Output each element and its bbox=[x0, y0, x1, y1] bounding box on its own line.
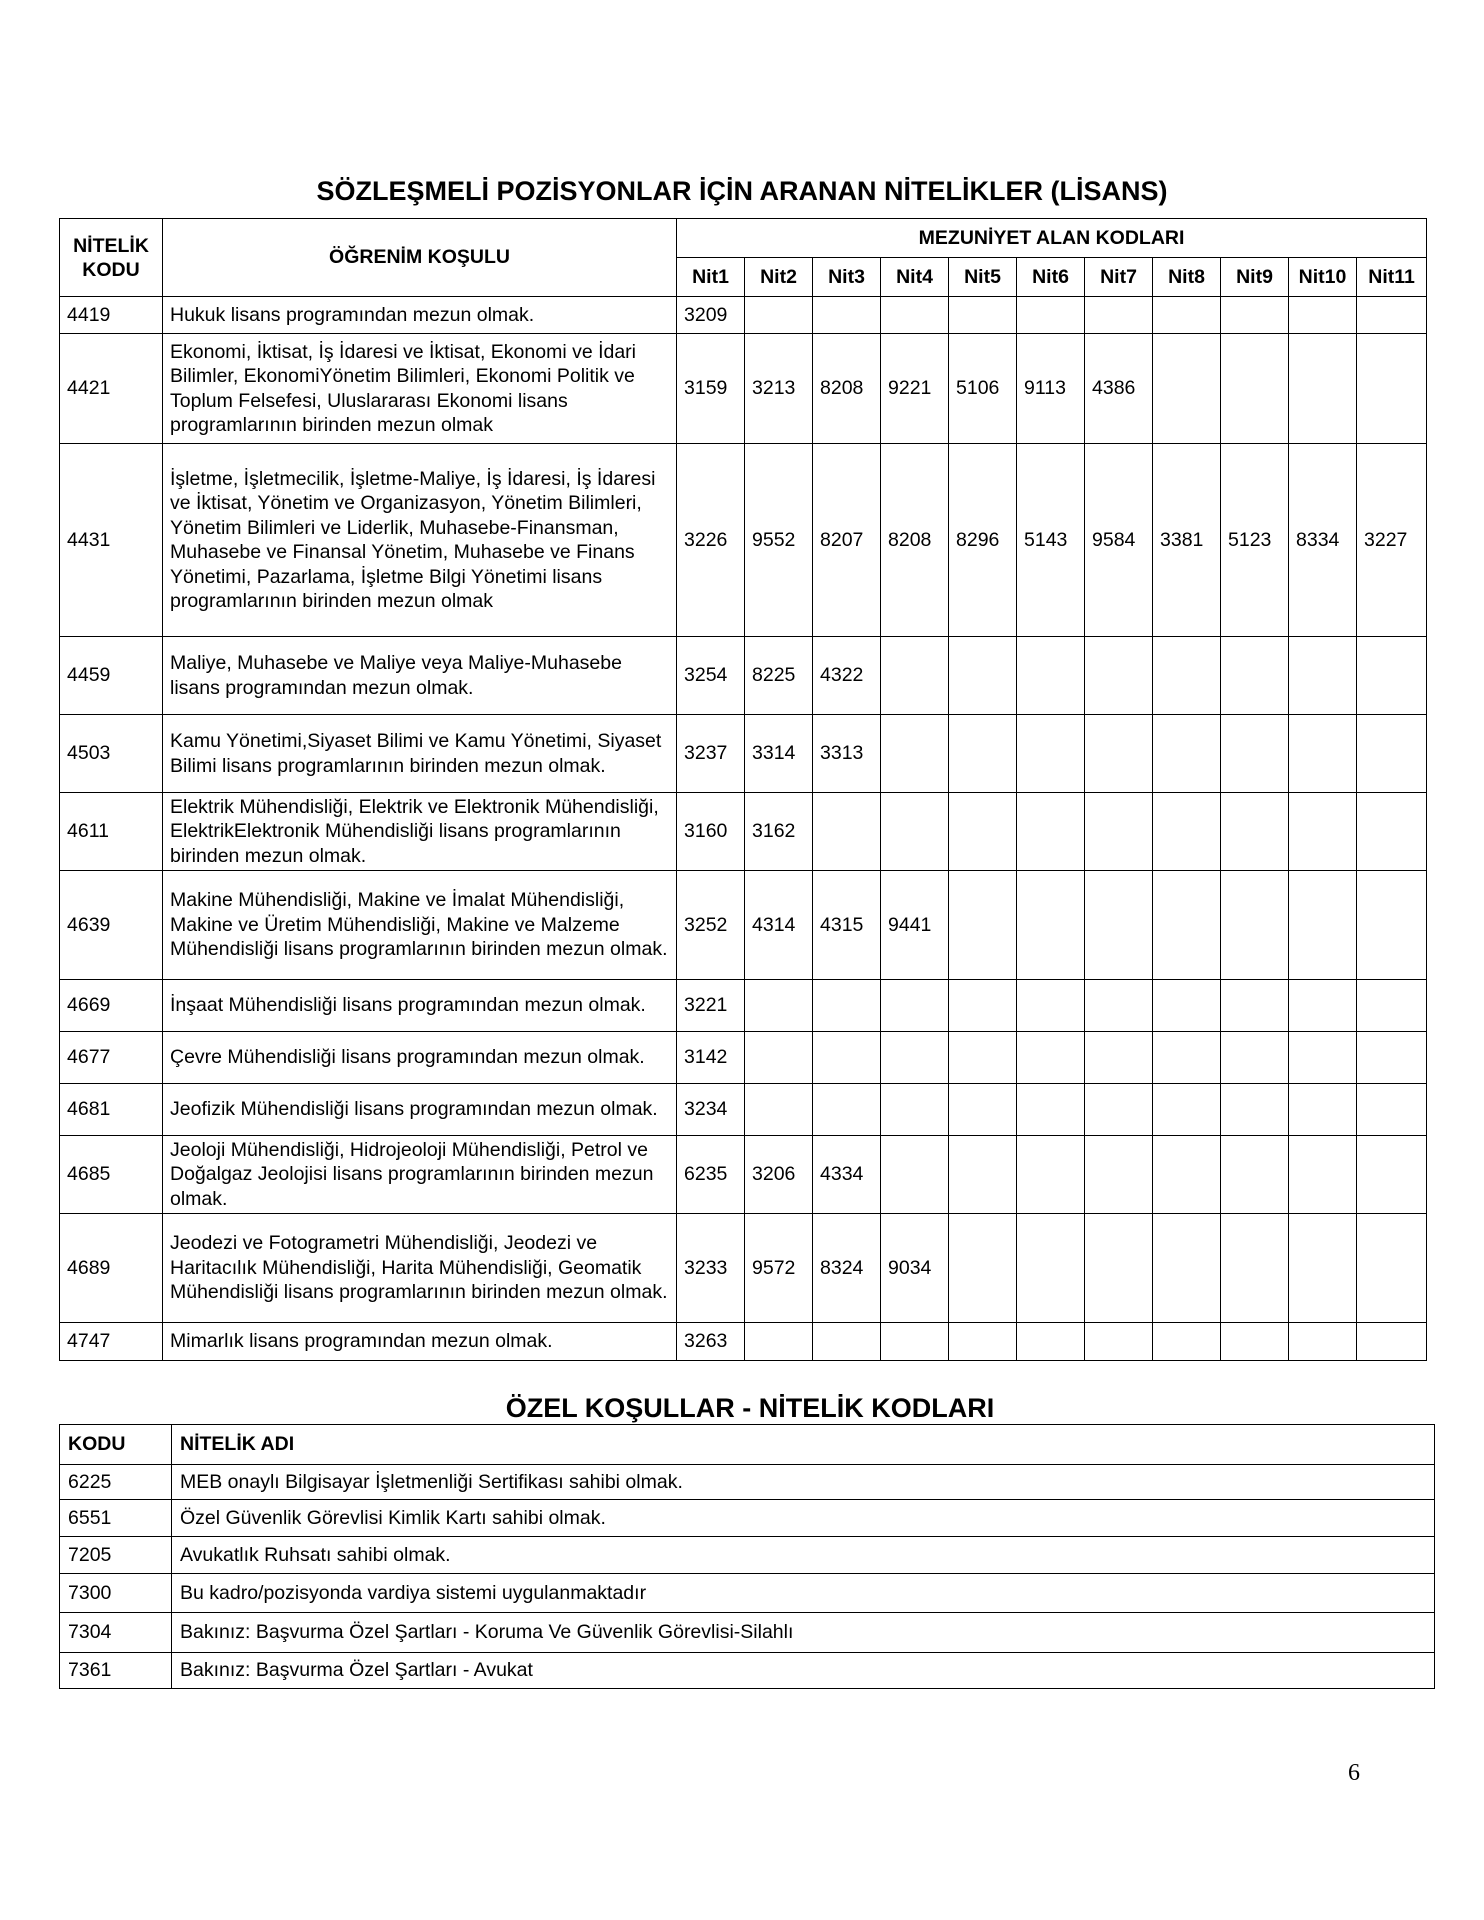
nit-cell bbox=[1017, 297, 1085, 334]
nit-cell bbox=[1221, 1136, 1289, 1214]
nit-cell bbox=[1289, 1084, 1357, 1136]
nit-cell: 3252 bbox=[677, 871, 745, 980]
header-condition: ÖĞRENİM KOŞULU bbox=[163, 219, 677, 297]
nit-cell bbox=[881, 1032, 949, 1084]
nit-cell bbox=[1357, 1032, 1427, 1084]
nit-cell bbox=[1085, 871, 1153, 980]
nit-cell bbox=[1221, 637, 1289, 715]
table-row bbox=[60, 297, 1427, 334]
nit-cell bbox=[949, 715, 1017, 793]
nit-header: Nit1 bbox=[677, 258, 745, 297]
table-row bbox=[60, 1537, 1435, 1574]
nit-cell bbox=[949, 980, 1017, 1032]
nit-cell bbox=[1153, 871, 1221, 980]
header-nitelik-adi: NİTELİK ADI bbox=[172, 1425, 1435, 1465]
nit-cell bbox=[949, 1136, 1017, 1214]
row-code: 4431 bbox=[60, 444, 163, 637]
row-condition: Jeofizik Mühendisliği lisans programından mezun olmak. bbox=[163, 1084, 677, 1136]
nit-cell bbox=[1289, 1032, 1357, 1084]
nit-header: Nit10 bbox=[1289, 258, 1357, 297]
nit-cell bbox=[1221, 715, 1289, 793]
row-condition: Kamu Yönetimi,Siyaset Bilimi ve Kamu Yönetimi, Siyaset Bilimi lisans programlarının birinden mezun olmak. bbox=[163, 715, 677, 793]
nit-cell: 4334 bbox=[813, 1136, 881, 1214]
row-condition: Mimarlık lisans programından mezun olmak. bbox=[163, 1323, 677, 1361]
nit-cell bbox=[1153, 297, 1221, 334]
nit-cell bbox=[1153, 715, 1221, 793]
table-row bbox=[60, 1574, 1435, 1613]
special-name: Avukatlık Ruhsatı sahibi olmak. bbox=[172, 1537, 1435, 1574]
nit-cell bbox=[1289, 793, 1357, 871]
header-code bbox=[60, 219, 163, 297]
nit-cell bbox=[949, 1323, 1017, 1361]
nit-cell bbox=[1017, 1084, 1085, 1136]
nit-cell: 8334 bbox=[1289, 444, 1357, 637]
special-code: 7304 bbox=[60, 1613, 172, 1653]
table-row bbox=[60, 334, 1427, 444]
nit-cell bbox=[881, 1323, 949, 1361]
nit-cell: 8208 bbox=[813, 334, 881, 444]
special-name: Özel Güvenlik Görevlisi Kimlik Kartı sahibi olmak. bbox=[172, 1500, 1435, 1537]
nit-cell bbox=[813, 980, 881, 1032]
nit-cell: 4386 bbox=[1085, 334, 1153, 444]
special-name: Bakınız: Başvurma Özel Şartları - Koruma Ve Güvenlik Görevlisi-Silahlı bbox=[172, 1613, 1435, 1653]
table-row bbox=[60, 871, 1427, 980]
page-number: 6 bbox=[1348, 1760, 1360, 1786]
nit-cell: 5123 bbox=[1221, 444, 1289, 637]
row-condition: Hukuk lisans programından mezun olmak. bbox=[163, 297, 677, 334]
nit-cell bbox=[1153, 1214, 1221, 1323]
nit-cell: 3263 bbox=[677, 1323, 745, 1361]
nit-cell bbox=[1289, 1323, 1357, 1361]
nit-cell: 3159 bbox=[677, 334, 745, 444]
nit-cell bbox=[813, 1323, 881, 1361]
nit-cell bbox=[1017, 715, 1085, 793]
nit-cell: 8324 bbox=[813, 1214, 881, 1323]
page-title: SÖZLEŞMELİ POZİSYONLAR İÇİN ARANAN NİTELİKLER (LİSANS) bbox=[316, 176, 1168, 206]
nit-cell: 3213 bbox=[745, 334, 813, 444]
nit-cell: 3254 bbox=[677, 637, 745, 715]
nit-cell bbox=[881, 297, 949, 334]
row-condition: İşletme, İşletmecilik, İşletme-Maliye, İş İdaresi, İş İdaresi ve İktisat, Yönetim ve Organizasyon, Yönetim Bilimleri, Yönetim Bilimleri ve Liderlik, Muhasebe-Finansman, Muhasebe ve Finansal Yönetim, Muhasebe ve Finans Yönetimi, Pazarlama, İşletme Bilgi Yönetimi lisans programlarının birinden mezun olmak bbox=[163, 444, 677, 637]
nit-cell bbox=[1357, 715, 1427, 793]
nit-header: Nit7 bbox=[1085, 258, 1153, 297]
nit-cell bbox=[1085, 1323, 1153, 1361]
nit-cell bbox=[1017, 637, 1085, 715]
special-code: 7205 bbox=[60, 1537, 172, 1574]
nit-cell: 4322 bbox=[813, 637, 881, 715]
table-row bbox=[60, 637, 1427, 715]
nit-cell bbox=[1289, 871, 1357, 980]
nit-cell bbox=[1221, 334, 1289, 444]
row-code: 4419 bbox=[60, 297, 163, 334]
nit-cell bbox=[1017, 1032, 1085, 1084]
nit-cell: 8208 bbox=[881, 444, 949, 637]
nit-cell: 5143 bbox=[1017, 444, 1085, 637]
nit-cell bbox=[1017, 871, 1085, 980]
nit-cell: 9584 bbox=[1085, 444, 1153, 637]
nit-cell: 3142 bbox=[677, 1032, 745, 1084]
row-code: 4747 bbox=[60, 1323, 163, 1361]
nit-cell: 5106 bbox=[949, 334, 1017, 444]
nit-cell: 3233 bbox=[677, 1214, 745, 1323]
nit-cell bbox=[1153, 793, 1221, 871]
nit-cell bbox=[949, 1084, 1017, 1136]
qualifications-table bbox=[59, 218, 1427, 1361]
row-code: 4689 bbox=[60, 1214, 163, 1323]
row-condition: Makine Mühendisliği, Makine ve İmalat Mühendisliği, Makine ve Üretim Mühendisliği, Makine ve Malzeme Mühendisliği lisans programlarının birinden mezun olmak. bbox=[163, 871, 677, 980]
nit-cell bbox=[1153, 1084, 1221, 1136]
nit-cell bbox=[949, 1214, 1017, 1323]
nit-cell bbox=[1085, 1214, 1153, 1323]
nit-cell bbox=[1221, 871, 1289, 980]
header-code-line2: KODU bbox=[82, 258, 140, 281]
nit-cell bbox=[813, 1032, 881, 1084]
nit-cell bbox=[1153, 980, 1221, 1032]
nit-cell bbox=[881, 980, 949, 1032]
nit-cell bbox=[1085, 637, 1153, 715]
table-row bbox=[60, 1465, 1435, 1500]
nit-cell bbox=[1289, 1214, 1357, 1323]
nit-cell: 3381 bbox=[1153, 444, 1221, 637]
nit-cell bbox=[745, 1084, 813, 1136]
nit-cell bbox=[949, 1032, 1017, 1084]
special-conditions-table bbox=[59, 1424, 1435, 1689]
nit-cell bbox=[1289, 637, 1357, 715]
table-row bbox=[60, 1136, 1427, 1214]
nit-cell bbox=[745, 980, 813, 1032]
nit-cell: 9572 bbox=[745, 1214, 813, 1323]
nit-cell bbox=[1357, 871, 1427, 980]
nit-cell bbox=[881, 1136, 949, 1214]
row-code: 4611 bbox=[60, 793, 163, 871]
nit-cell bbox=[881, 715, 949, 793]
row-code: 4681 bbox=[60, 1084, 163, 1136]
nit-cell bbox=[813, 793, 881, 871]
nit-cell bbox=[1221, 1084, 1289, 1136]
table-row bbox=[60, 793, 1427, 871]
nit-cell: 9034 bbox=[881, 1214, 949, 1323]
special-code: 7361 bbox=[60, 1653, 172, 1689]
nit-cell bbox=[1085, 1032, 1153, 1084]
nit-header: Nit4 bbox=[881, 258, 949, 297]
nit-cell bbox=[1289, 334, 1357, 444]
nit-cell bbox=[1357, 637, 1427, 715]
nit-cell bbox=[1085, 1136, 1153, 1214]
nit-cell bbox=[1153, 1136, 1221, 1214]
nit-cell: 9441 bbox=[881, 871, 949, 980]
nit-cell bbox=[1221, 980, 1289, 1032]
nit-cell bbox=[1357, 980, 1427, 1032]
nit-cell bbox=[1221, 1214, 1289, 1323]
nit-cell: 9221 bbox=[881, 334, 949, 444]
nit-cell bbox=[745, 1032, 813, 1084]
special-code: 6225 bbox=[60, 1465, 172, 1500]
nit-cell: 3162 bbox=[745, 793, 813, 871]
table-row bbox=[60, 1214, 1427, 1323]
table-row bbox=[60, 1032, 1427, 1084]
nit-cell bbox=[1357, 1084, 1427, 1136]
nit-cell: 8207 bbox=[813, 444, 881, 637]
nit-cell: 4315 bbox=[813, 871, 881, 980]
nit-cell bbox=[949, 793, 1017, 871]
nit-cell bbox=[1357, 1214, 1427, 1323]
table-row bbox=[60, 1613, 1435, 1653]
nit-header: Nit2 bbox=[745, 258, 813, 297]
special-conditions-title: ÖZEL KOŞULLAR - NİTELİK KODLARI bbox=[505, 1393, 995, 1423]
table-row bbox=[60, 1500, 1435, 1537]
row-condition: Jeoloji Mühendisliği, Hidrojeoloji Mühendisliği, Petrol ve Doğalgaz Jeolojisi lisans programlarının birinden mezun olmak. bbox=[163, 1136, 677, 1214]
special-code: 7300 bbox=[60, 1574, 172, 1613]
row-condition: Jeodezi ve Fotogrametri Mühendisliği, Jeodezi ve Haritacılık Mühendisliği, Harita Mühendisliği, Geomatik Mühendisliği lisans programlarının birinden mezun olmak. bbox=[163, 1214, 677, 1323]
nit-cell: 3234 bbox=[677, 1084, 745, 1136]
nit-cell: 4314 bbox=[745, 871, 813, 980]
special-code: 6551 bbox=[60, 1500, 172, 1537]
special-name: Bakınız: Başvurma Özel Şartları - Avukat bbox=[172, 1653, 1435, 1689]
nit-cell bbox=[1289, 1136, 1357, 1214]
nit-cell: 8225 bbox=[745, 637, 813, 715]
nit-cell: 9552 bbox=[745, 444, 813, 637]
nit-cell bbox=[1221, 793, 1289, 871]
nit-cell: 6235 bbox=[677, 1136, 745, 1214]
nit-header: Nit9 bbox=[1221, 258, 1289, 297]
nit-cell bbox=[813, 297, 881, 334]
row-code: 4421 bbox=[60, 334, 163, 444]
nit-cell bbox=[1085, 1084, 1153, 1136]
nit-cell bbox=[1357, 793, 1427, 871]
nit-cell bbox=[1153, 1032, 1221, 1084]
nit-cell: 3227 bbox=[1357, 444, 1427, 637]
nit-cell bbox=[1357, 1136, 1427, 1214]
special-name: MEB onaylı Bilgisayar İşletmenliği Sertifikası sahibi olmak. bbox=[172, 1465, 1435, 1500]
nit-cell: 3160 bbox=[677, 793, 745, 871]
nit-cell bbox=[1153, 1323, 1221, 1361]
nit-cell: 3221 bbox=[677, 980, 745, 1032]
nit-cell bbox=[881, 793, 949, 871]
row-condition: Ekonomi, İktisat, İş İdaresi ve İktisat, Ekonomi ve İdari Bilimler, EkonomiYönetim Bilimleri, Ekonomi Politik ve Toplum Felsefesi, Uluslararası Ekonomi lisans programlarının birinden mezun olmak bbox=[163, 334, 677, 444]
row-condition: Elektrik Mühendisliği, Elektrik ve Elektronik Mühendisliği, ElektrikElektronik Mühendisliği lisans programlarının birinden mezun olmak. bbox=[163, 793, 677, 871]
nit-cell bbox=[745, 297, 813, 334]
table-row bbox=[60, 444, 1427, 637]
nit-cell: 9113 bbox=[1017, 334, 1085, 444]
table-row bbox=[60, 1323, 1427, 1361]
nit-cell: 3209 bbox=[677, 297, 745, 334]
table-row bbox=[60, 980, 1427, 1032]
table-row bbox=[60, 1084, 1427, 1136]
header-mezuniyet: MEZUNİYET ALAN KODLARI bbox=[677, 219, 1427, 258]
nit-header: Nit5 bbox=[949, 258, 1017, 297]
nit-cell bbox=[881, 1084, 949, 1136]
nit-cell: 3226 bbox=[677, 444, 745, 637]
table-row bbox=[60, 1653, 1435, 1689]
nit-cell bbox=[949, 297, 1017, 334]
header-kodu: KODU bbox=[60, 1425, 172, 1465]
nit-cell: 3206 bbox=[745, 1136, 813, 1214]
nit-cell bbox=[881, 637, 949, 715]
nit-cell bbox=[949, 871, 1017, 980]
nit-header: Nit6 bbox=[1017, 258, 1085, 297]
nit-cell bbox=[1221, 1323, 1289, 1361]
nit-cell bbox=[1085, 793, 1153, 871]
nit-cell bbox=[1357, 334, 1427, 444]
nit-header: Nit3 bbox=[813, 258, 881, 297]
nit-header: Nit8 bbox=[1153, 258, 1221, 297]
nit-cell bbox=[1357, 1323, 1427, 1361]
table-row bbox=[60, 715, 1427, 793]
nit-cell bbox=[1289, 980, 1357, 1032]
nit-cell bbox=[1017, 980, 1085, 1032]
row-code: 4639 bbox=[60, 871, 163, 980]
nit-cell bbox=[1017, 1323, 1085, 1361]
nit-cell bbox=[1017, 793, 1085, 871]
nit-header: Nit11 bbox=[1357, 258, 1427, 297]
row-code: 4503 bbox=[60, 715, 163, 793]
nit-cell bbox=[745, 1323, 813, 1361]
row-code: 4677 bbox=[60, 1032, 163, 1084]
nit-cell bbox=[1357, 297, 1427, 334]
nit-cell bbox=[1221, 1032, 1289, 1084]
nit-cell: 3314 bbox=[745, 715, 813, 793]
nit-cell bbox=[1085, 715, 1153, 793]
row-code: 4685 bbox=[60, 1136, 163, 1214]
special-name: Bu kadro/pozisyonda vardiya sistemi uygulanmaktadır bbox=[172, 1574, 1435, 1613]
row-code: 4669 bbox=[60, 980, 163, 1032]
nit-cell bbox=[1289, 297, 1357, 334]
row-condition: İnşaat Mühendisliği lisans programından mezun olmak. bbox=[163, 980, 677, 1032]
row-code: 4459 bbox=[60, 637, 163, 715]
header-code-line1: NİTELİK bbox=[73, 234, 149, 257]
nit-cell: 8296 bbox=[949, 444, 1017, 637]
nit-cell bbox=[1085, 980, 1153, 1032]
nit-cell bbox=[1017, 1136, 1085, 1214]
row-condition: Maliye, Muhasebe ve Maliye veya Maliye-Muhasebe lisans programından mezun olmak. bbox=[163, 637, 677, 715]
nit-cell: 3313 bbox=[813, 715, 881, 793]
nit-cell bbox=[1017, 1214, 1085, 1323]
nit-cell bbox=[1153, 637, 1221, 715]
nit-cell bbox=[1085, 297, 1153, 334]
nit-cell bbox=[949, 637, 1017, 715]
row-condition: Çevre Mühendisliği lisans programından mezun olmak. bbox=[163, 1032, 677, 1084]
nit-cell bbox=[1221, 297, 1289, 334]
nit-cell bbox=[1153, 334, 1221, 444]
nit-cell bbox=[1289, 715, 1357, 793]
nit-cell bbox=[813, 1084, 881, 1136]
nit-cell: 3237 bbox=[677, 715, 745, 793]
